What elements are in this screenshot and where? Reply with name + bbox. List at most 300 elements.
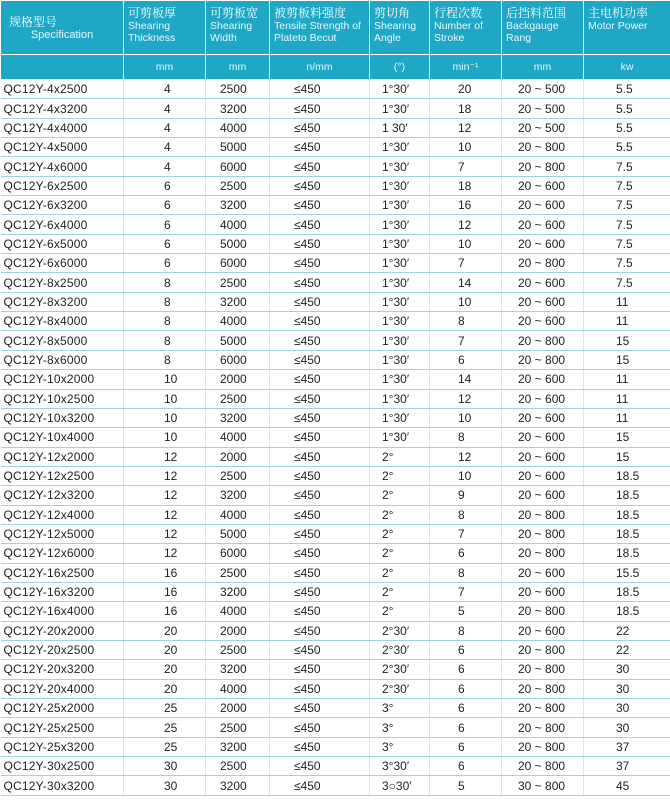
- shearing-angle-cell: 1°30′: [370, 80, 430, 99]
- motor-power-cell: 30: [584, 679, 670, 698]
- motor-power-cell: 22: [584, 640, 670, 659]
- backgauge-cell: 20 ~ 800: [502, 660, 584, 679]
- width-cell: 5000: [206, 524, 270, 543]
- width-cell: 4000: [206, 602, 270, 621]
- tensile-strength-cell: ≤450: [270, 486, 370, 505]
- model-cell: QC12Y-4x3200: [1, 99, 124, 118]
- backgauge-cell: 20 ~ 600: [502, 176, 584, 195]
- width-cell: 3200: [206, 486, 270, 505]
- stroke-cell: 6: [430, 660, 502, 679]
- model-cell: QC12Y-12x6000: [1, 544, 124, 563]
- table-row: [1, 138, 670, 157]
- shearing-angle-cell: 2°30′: [370, 679, 430, 698]
- stroke-cell: 6: [430, 699, 502, 718]
- motor-power-cell: 45: [584, 776, 670, 795]
- tensile-strength-cell: ≤450: [270, 679, 370, 698]
- backgauge-cell: 20 ~ 800: [502, 718, 584, 737]
- header-shearing-width: [206, 1, 270, 55]
- backgauge-cell: 20 ~ 500: [502, 80, 584, 99]
- width-cell: 2500: [206, 563, 270, 582]
- shearing-angle-cell: 2°30′: [370, 640, 430, 659]
- backgauge-cell: 20 ~ 600: [502, 312, 584, 331]
- motor-power-cell: 15.5: [584, 563, 670, 582]
- shearing-angle-cell: 1°30′: [370, 215, 430, 234]
- width-cell: 3200: [206, 660, 270, 679]
- model-cell: QC12Y-8x6000: [1, 350, 124, 369]
- width-cell: 3200: [206, 776, 270, 795]
- unit-cell: [1, 55, 124, 80]
- table-row: [1, 524, 670, 543]
- model-cell: QC12Y-8x2500: [1, 273, 124, 292]
- thickness-cell: 25: [124, 718, 206, 737]
- stroke-cell: 20: [430, 80, 502, 99]
- table-row: [1, 370, 670, 389]
- backgauge-cell: 20 ~ 600: [502, 389, 584, 408]
- tensile-strength-cell: ≤450: [270, 389, 370, 408]
- backgauge-cell: 20 ~ 800: [502, 138, 584, 157]
- stroke-cell: 8: [430, 428, 502, 447]
- width-cell: 3200: [206, 196, 270, 215]
- backgauge-cell: 30 ~ 800: [502, 776, 584, 795]
- thickness-cell: 12: [124, 524, 206, 543]
- model-cell: QC12Y-16x3200: [1, 582, 124, 601]
- unit-cell: n/mm: [270, 55, 370, 80]
- table-row: [1, 350, 670, 369]
- thickness-cell: 10: [124, 408, 206, 427]
- shearing-angle-cell: 2°: [370, 544, 430, 563]
- tensile-strength-cell: ≤450: [270, 157, 370, 176]
- header-en: Number of Stroke: [434, 20, 484, 44]
- width-cell: 5000: [206, 234, 270, 253]
- motor-power-cell: 37: [584, 757, 670, 776]
- width-cell: 6000: [206, 254, 270, 273]
- backgauge-cell: 20 ~ 800: [502, 331, 584, 350]
- tensile-strength-cell: ≤450: [270, 370, 370, 389]
- thickness-cell: 12: [124, 486, 206, 505]
- table-row: [1, 118, 670, 137]
- unit-cell: (°): [370, 55, 430, 80]
- shearing-angle-cell: 3°30′: [370, 757, 430, 776]
- motor-power-cell: 18.5: [584, 486, 670, 505]
- model-cell: QC12Y-25x3200: [1, 737, 124, 756]
- header-zh: 剪切角: [374, 6, 411, 20]
- tensile-strength-cell: ≤450: [270, 699, 370, 718]
- width-cell: 4000: [206, 505, 270, 524]
- motor-power-cell: 5.5: [584, 138, 670, 157]
- thickness-cell: 16: [124, 602, 206, 621]
- header-row: [1, 1, 670, 55]
- stroke-cell: 14: [430, 273, 502, 292]
- unit-cell: mm: [502, 55, 584, 80]
- shearing-angle-cell: 2°: [370, 563, 430, 582]
- stroke-cell: 7: [430, 582, 502, 601]
- table-row: [1, 254, 670, 273]
- thickness-cell: 4: [124, 157, 206, 176]
- tensile-strength-cell: ≤450: [270, 524, 370, 543]
- shearing-angle-cell: 3°: [370, 737, 430, 756]
- motor-power-cell: 15: [584, 331, 670, 350]
- stroke-cell: 18: [430, 99, 502, 118]
- shearing-angle-cell: 1°30′: [370, 138, 430, 157]
- stroke-cell: 14: [430, 370, 502, 389]
- header-en: Shearing Width: [210, 20, 253, 44]
- motor-power-cell: 7.5: [584, 176, 670, 195]
- backgauge-cell: 20 ~ 800: [502, 602, 584, 621]
- thickness-cell: 10: [124, 370, 206, 389]
- backgauge-cell: 20 ~ 600: [502, 486, 584, 505]
- stroke-cell: 5: [430, 776, 502, 795]
- shearing-angle-cell: 1°30′: [370, 312, 430, 331]
- width-cell: 3200: [206, 292, 270, 311]
- tensile-strength-cell: ≤450: [270, 660, 370, 679]
- model-cell: QC12Y-10x3200: [1, 408, 124, 427]
- backgauge-cell: 20 ~ 600: [502, 563, 584, 582]
- thickness-cell: 20: [124, 621, 206, 640]
- thickness-cell: 4: [124, 99, 206, 118]
- tensile-strength-cell: ≤450: [270, 621, 370, 640]
- table-row: [1, 389, 670, 408]
- shearing-angle-cell: 2°: [370, 505, 430, 524]
- model-cell: QC12Y-30x2500: [1, 757, 124, 776]
- header-en: Tensile Strength of Plateto Becut: [274, 20, 361, 44]
- shearing-angle-cell: 1°30′: [370, 273, 430, 292]
- header-backgauge-range: [502, 1, 584, 55]
- shearing-angle-cell: 1°30′: [370, 370, 430, 389]
- shearing-angle-cell: 1°30′: [370, 196, 430, 215]
- backgauge-cell: 20 ~ 600: [502, 621, 584, 640]
- table-row: [1, 331, 670, 350]
- tensile-strength-cell: ≤450: [270, 428, 370, 447]
- table-row: [1, 640, 670, 659]
- table-row: [1, 99, 670, 118]
- model-cell: QC12Y-30x3200: [1, 776, 124, 795]
- width-cell: 2000: [206, 699, 270, 718]
- tensile-strength-cell: ≤450: [270, 292, 370, 311]
- tensile-strength-cell: ≤450: [270, 776, 370, 795]
- tensile-strength-cell: ≤450: [270, 312, 370, 331]
- model-cell: QC12Y-8x4000: [1, 312, 124, 331]
- unit-cell: mm: [124, 55, 206, 80]
- stroke-cell: 6: [430, 679, 502, 698]
- backgauge-cell: 20 ~ 600: [502, 234, 584, 253]
- model-cell: QC12Y-20x4000: [1, 679, 124, 698]
- thickness-cell: 8: [124, 273, 206, 292]
- thickness-cell: 30: [124, 757, 206, 776]
- thickness-cell: 8: [124, 331, 206, 350]
- stroke-cell: 10: [430, 408, 502, 427]
- width-cell: 2000: [206, 447, 270, 466]
- thickness-cell: 12: [124, 447, 206, 466]
- motor-power-cell: 7.5: [584, 234, 670, 253]
- backgauge-cell: 20 ~ 800: [502, 640, 584, 659]
- tensile-strength-cell: ≤450: [270, 331, 370, 350]
- backgauge-cell: 20 ~ 800: [502, 505, 584, 524]
- header-zh: 规格型号: [9, 14, 58, 29]
- width-cell: 3200: [206, 737, 270, 756]
- shearing-angle-cell: 1°30′: [370, 157, 430, 176]
- tensile-strength-cell: ≤450: [270, 350, 370, 369]
- shearing-angle-cell: 1°30′: [370, 389, 430, 408]
- model-cell: QC12Y-20x3200: [1, 660, 124, 679]
- stroke-cell: 7: [430, 157, 502, 176]
- backgauge-cell: 20 ~ 800: [502, 679, 584, 698]
- header-en: Shearing Angle: [374, 20, 417, 44]
- stroke-cell: 10: [430, 466, 502, 485]
- table-row: [1, 544, 670, 563]
- model-cell: QC12Y-16x2500: [1, 563, 124, 582]
- motor-power-cell: 11: [584, 292, 670, 311]
- width-cell: 4000: [206, 118, 270, 137]
- tensile-strength-cell: ≤450: [270, 215, 370, 234]
- table-row: [1, 80, 670, 99]
- tensile-strength-cell: ≤450: [270, 176, 370, 195]
- motor-power-cell: 11: [584, 389, 670, 408]
- shearing-angle-cell: 2°: [370, 486, 430, 505]
- shearing-angle-cell: 1°30′: [370, 234, 430, 253]
- header-shearing-thickness: [124, 1, 206, 55]
- thickness-cell: 20: [124, 679, 206, 698]
- width-cell: 5000: [206, 331, 270, 350]
- table-row: [1, 563, 670, 582]
- header-en: Specification: [30, 28, 94, 41]
- tensile-strength-cell: ≤450: [270, 99, 370, 118]
- backgauge-cell: 20 ~ 800: [502, 737, 584, 756]
- table-row: [1, 621, 670, 640]
- table-row: [1, 428, 670, 447]
- backgauge-cell: 20 ~ 600: [502, 582, 584, 601]
- header-specification: [1, 1, 124, 55]
- model-cell: QC12Y-10x2500: [1, 389, 124, 408]
- motor-power-cell: 18.5: [584, 582, 670, 601]
- thickness-cell: 6: [124, 176, 206, 195]
- shearing-angle-cell: 1°30′: [370, 408, 430, 427]
- motor-power-cell: 37: [584, 737, 670, 756]
- shearing-angle-cell: 1°30′: [370, 99, 430, 118]
- stroke-cell: 10: [430, 138, 502, 157]
- motor-power-cell: 7.5: [584, 273, 670, 292]
- model-cell: QC12Y-6x3200: [1, 196, 124, 215]
- motor-power-cell: 15: [584, 350, 670, 369]
- thickness-cell: 10: [124, 428, 206, 447]
- backgauge-cell: 20 ~ 800: [502, 157, 584, 176]
- tensile-strength-cell: ≤450: [270, 563, 370, 582]
- thickness-cell: 16: [124, 563, 206, 582]
- width-cell: 4000: [206, 215, 270, 234]
- stroke-cell: 8: [430, 312, 502, 331]
- table-row: [1, 660, 670, 679]
- stroke-cell: 6: [430, 640, 502, 659]
- model-cell: QC12Y-12x5000: [1, 524, 124, 543]
- tensile-strength-cell: ≤450: [270, 196, 370, 215]
- tensile-strength-cell: ≤450: [270, 757, 370, 776]
- stroke-cell: 10: [430, 292, 502, 311]
- width-cell: 2500: [206, 466, 270, 485]
- table-row: [1, 699, 670, 718]
- header-zh: 可剪板宽: [210, 6, 259, 20]
- thickness-cell: 12: [124, 505, 206, 524]
- shearing-angle-cell: 1°30′: [370, 254, 430, 273]
- thickness-cell: 12: [124, 466, 206, 485]
- motor-power-cell: 5.5: [584, 99, 670, 118]
- thickness-cell: 6: [124, 234, 206, 253]
- model-cell: QC12Y-12x3200: [1, 486, 124, 505]
- spec-table-body: [1, 80, 670, 796]
- backgauge-cell: 20 ~ 600: [502, 466, 584, 485]
- table-row: [1, 602, 670, 621]
- motor-power-cell: 18.5: [584, 544, 670, 563]
- model-cell: QC12Y-25x2500: [1, 718, 124, 737]
- thickness-cell: 20: [124, 660, 206, 679]
- model-cell: QC12Y-12x2500: [1, 466, 124, 485]
- width-cell: 6000: [206, 350, 270, 369]
- table-row: [1, 215, 670, 234]
- backgauge-cell: 20 ~ 500: [502, 99, 584, 118]
- model-cell: QC12Y-4x5000: [1, 138, 124, 157]
- table-row: [1, 486, 670, 505]
- backgauge-cell: 20 ~ 800: [502, 524, 584, 543]
- width-cell: 2500: [206, 176, 270, 195]
- tensile-strength-cell: ≤450: [270, 602, 370, 621]
- backgauge-cell: 20 ~ 600: [502, 273, 584, 292]
- shearing-angle-cell: 2°: [370, 524, 430, 543]
- table-row: [1, 757, 670, 776]
- width-cell: 4000: [206, 312, 270, 331]
- table-row: [1, 466, 670, 485]
- header-number-of-stroke: [430, 1, 502, 55]
- width-cell: 2500: [206, 389, 270, 408]
- motor-power-cell: 30: [584, 718, 670, 737]
- stroke-cell: 12: [430, 118, 502, 137]
- header-motor-power: [584, 1, 670, 55]
- thickness-cell: 6: [124, 254, 206, 273]
- model-cell: QC12Y-20x2000: [1, 621, 124, 640]
- stroke-cell: 8: [430, 621, 502, 640]
- tensile-strength-cell: ≤450: [270, 447, 370, 466]
- thickness-cell: 6: [124, 196, 206, 215]
- tensile-strength-cell: ≤450: [270, 138, 370, 157]
- shearing-angle-cell: 2°30′: [370, 621, 430, 640]
- model-cell: QC12Y-4x2500: [1, 80, 124, 99]
- shearing-angle-cell: 1°30′: [370, 428, 430, 447]
- shearing-angle-cell: 1°30′: [370, 331, 430, 350]
- model-cell: QC12Y-10x2000: [1, 370, 124, 389]
- table-row: [1, 447, 670, 466]
- model-cell: QC12Y-4x4000: [1, 118, 124, 137]
- model-cell: QC12Y-25x2000: [1, 699, 124, 718]
- backgauge-cell: 20 ~ 800: [502, 544, 584, 563]
- shearing-angle-cell: 1°30′: [370, 350, 430, 369]
- stroke-cell: 8: [430, 563, 502, 582]
- width-cell: 2500: [206, 273, 270, 292]
- unit-cell: mm: [206, 55, 270, 80]
- thickness-cell: 12: [124, 544, 206, 563]
- width-cell: 3200: [206, 99, 270, 118]
- tensile-strength-cell: ≤450: [270, 273, 370, 292]
- table-row: [1, 776, 670, 795]
- header-en: Motor Power: [588, 20, 648, 32]
- width-cell: 2000: [206, 370, 270, 389]
- shearing-angle-cell: 3°: [370, 699, 430, 718]
- tensile-strength-cell: ≤450: [270, 408, 370, 427]
- model-cell: QC12Y-4x6000: [1, 157, 124, 176]
- motor-power-cell: 15: [584, 447, 670, 466]
- thickness-cell: 8: [124, 350, 206, 369]
- motor-power-cell: 18.5: [584, 602, 670, 621]
- tensile-strength-cell: ≤450: [270, 466, 370, 485]
- table-row: [1, 582, 670, 601]
- motor-power-cell: 5.5: [584, 118, 670, 137]
- stroke-cell: 12: [430, 215, 502, 234]
- model-cell: QC12Y-12x2000: [1, 447, 124, 466]
- motor-power-cell: 11: [584, 370, 670, 389]
- thickness-cell: 6: [124, 215, 206, 234]
- stroke-cell: 7: [430, 331, 502, 350]
- shearing-angle-cell: 2°: [370, 582, 430, 601]
- width-cell: 2500: [206, 757, 270, 776]
- table-row: [1, 176, 670, 195]
- stroke-cell: 7: [430, 254, 502, 273]
- stroke-cell: 6: [430, 718, 502, 737]
- thickness-cell: 4: [124, 80, 206, 99]
- tensile-strength-cell: ≤450: [270, 234, 370, 253]
- shearing-angle-cell: 1 30′: [370, 118, 430, 137]
- width-cell: 4000: [206, 679, 270, 698]
- table-row: [1, 157, 670, 176]
- table-row: [1, 292, 670, 311]
- width-cell: 6000: [206, 157, 270, 176]
- motor-power-cell: 15: [584, 428, 670, 447]
- stroke-cell: 6: [430, 757, 502, 776]
- header-zh: 可剪板厚: [128, 6, 177, 20]
- thickness-cell: 20: [124, 640, 206, 659]
- backgauge-cell: 20 ~ 600: [502, 370, 584, 389]
- width-cell: 2000: [206, 621, 270, 640]
- backgauge-cell: 20 ~ 600: [502, 292, 584, 311]
- stroke-cell: 18: [430, 176, 502, 195]
- shearing-angle-cell: 2°: [370, 466, 430, 485]
- model-cell: QC12Y-8x3200: [1, 292, 124, 311]
- header-en: Shearing Thickness: [128, 20, 176, 44]
- table-row: [1, 718, 670, 737]
- width-cell: 4000: [206, 428, 270, 447]
- width-cell: 2500: [206, 718, 270, 737]
- thickness-cell: 10: [124, 389, 206, 408]
- backgauge-cell: 20 ~ 600: [502, 447, 584, 466]
- backgauge-cell: 20 ~ 800: [502, 699, 584, 718]
- stroke-cell: 8: [430, 505, 502, 524]
- stroke-cell: 6: [430, 737, 502, 756]
- tensile-strength-cell: ≤450: [270, 505, 370, 524]
- backgauge-cell: 20 ~ 800: [502, 254, 584, 273]
- motor-power-cell: 11: [584, 408, 670, 427]
- motor-power-cell: 18.5: [584, 466, 670, 485]
- tensile-strength-cell: ≤450: [270, 718, 370, 737]
- width-cell: 2500: [206, 640, 270, 659]
- backgauge-cell: 20 ~ 600: [502, 408, 584, 427]
- model-cell: QC12Y-6x2500: [1, 176, 124, 195]
- motor-power-cell: 22: [584, 621, 670, 640]
- model-cell: QC12Y-8x5000: [1, 331, 124, 350]
- table-row: [1, 505, 670, 524]
- table-row: [1, 408, 670, 427]
- thickness-cell: 30: [124, 776, 206, 795]
- backgauge-cell: 20 ~ 800: [502, 757, 584, 776]
- stroke-cell: 6: [430, 350, 502, 369]
- width-cell: 3200: [206, 408, 270, 427]
- backgauge-cell: 20 ~ 600: [502, 428, 584, 447]
- thickness-cell: 4: [124, 118, 206, 137]
- header-en: Backgauge Rang: [506, 20, 559, 44]
